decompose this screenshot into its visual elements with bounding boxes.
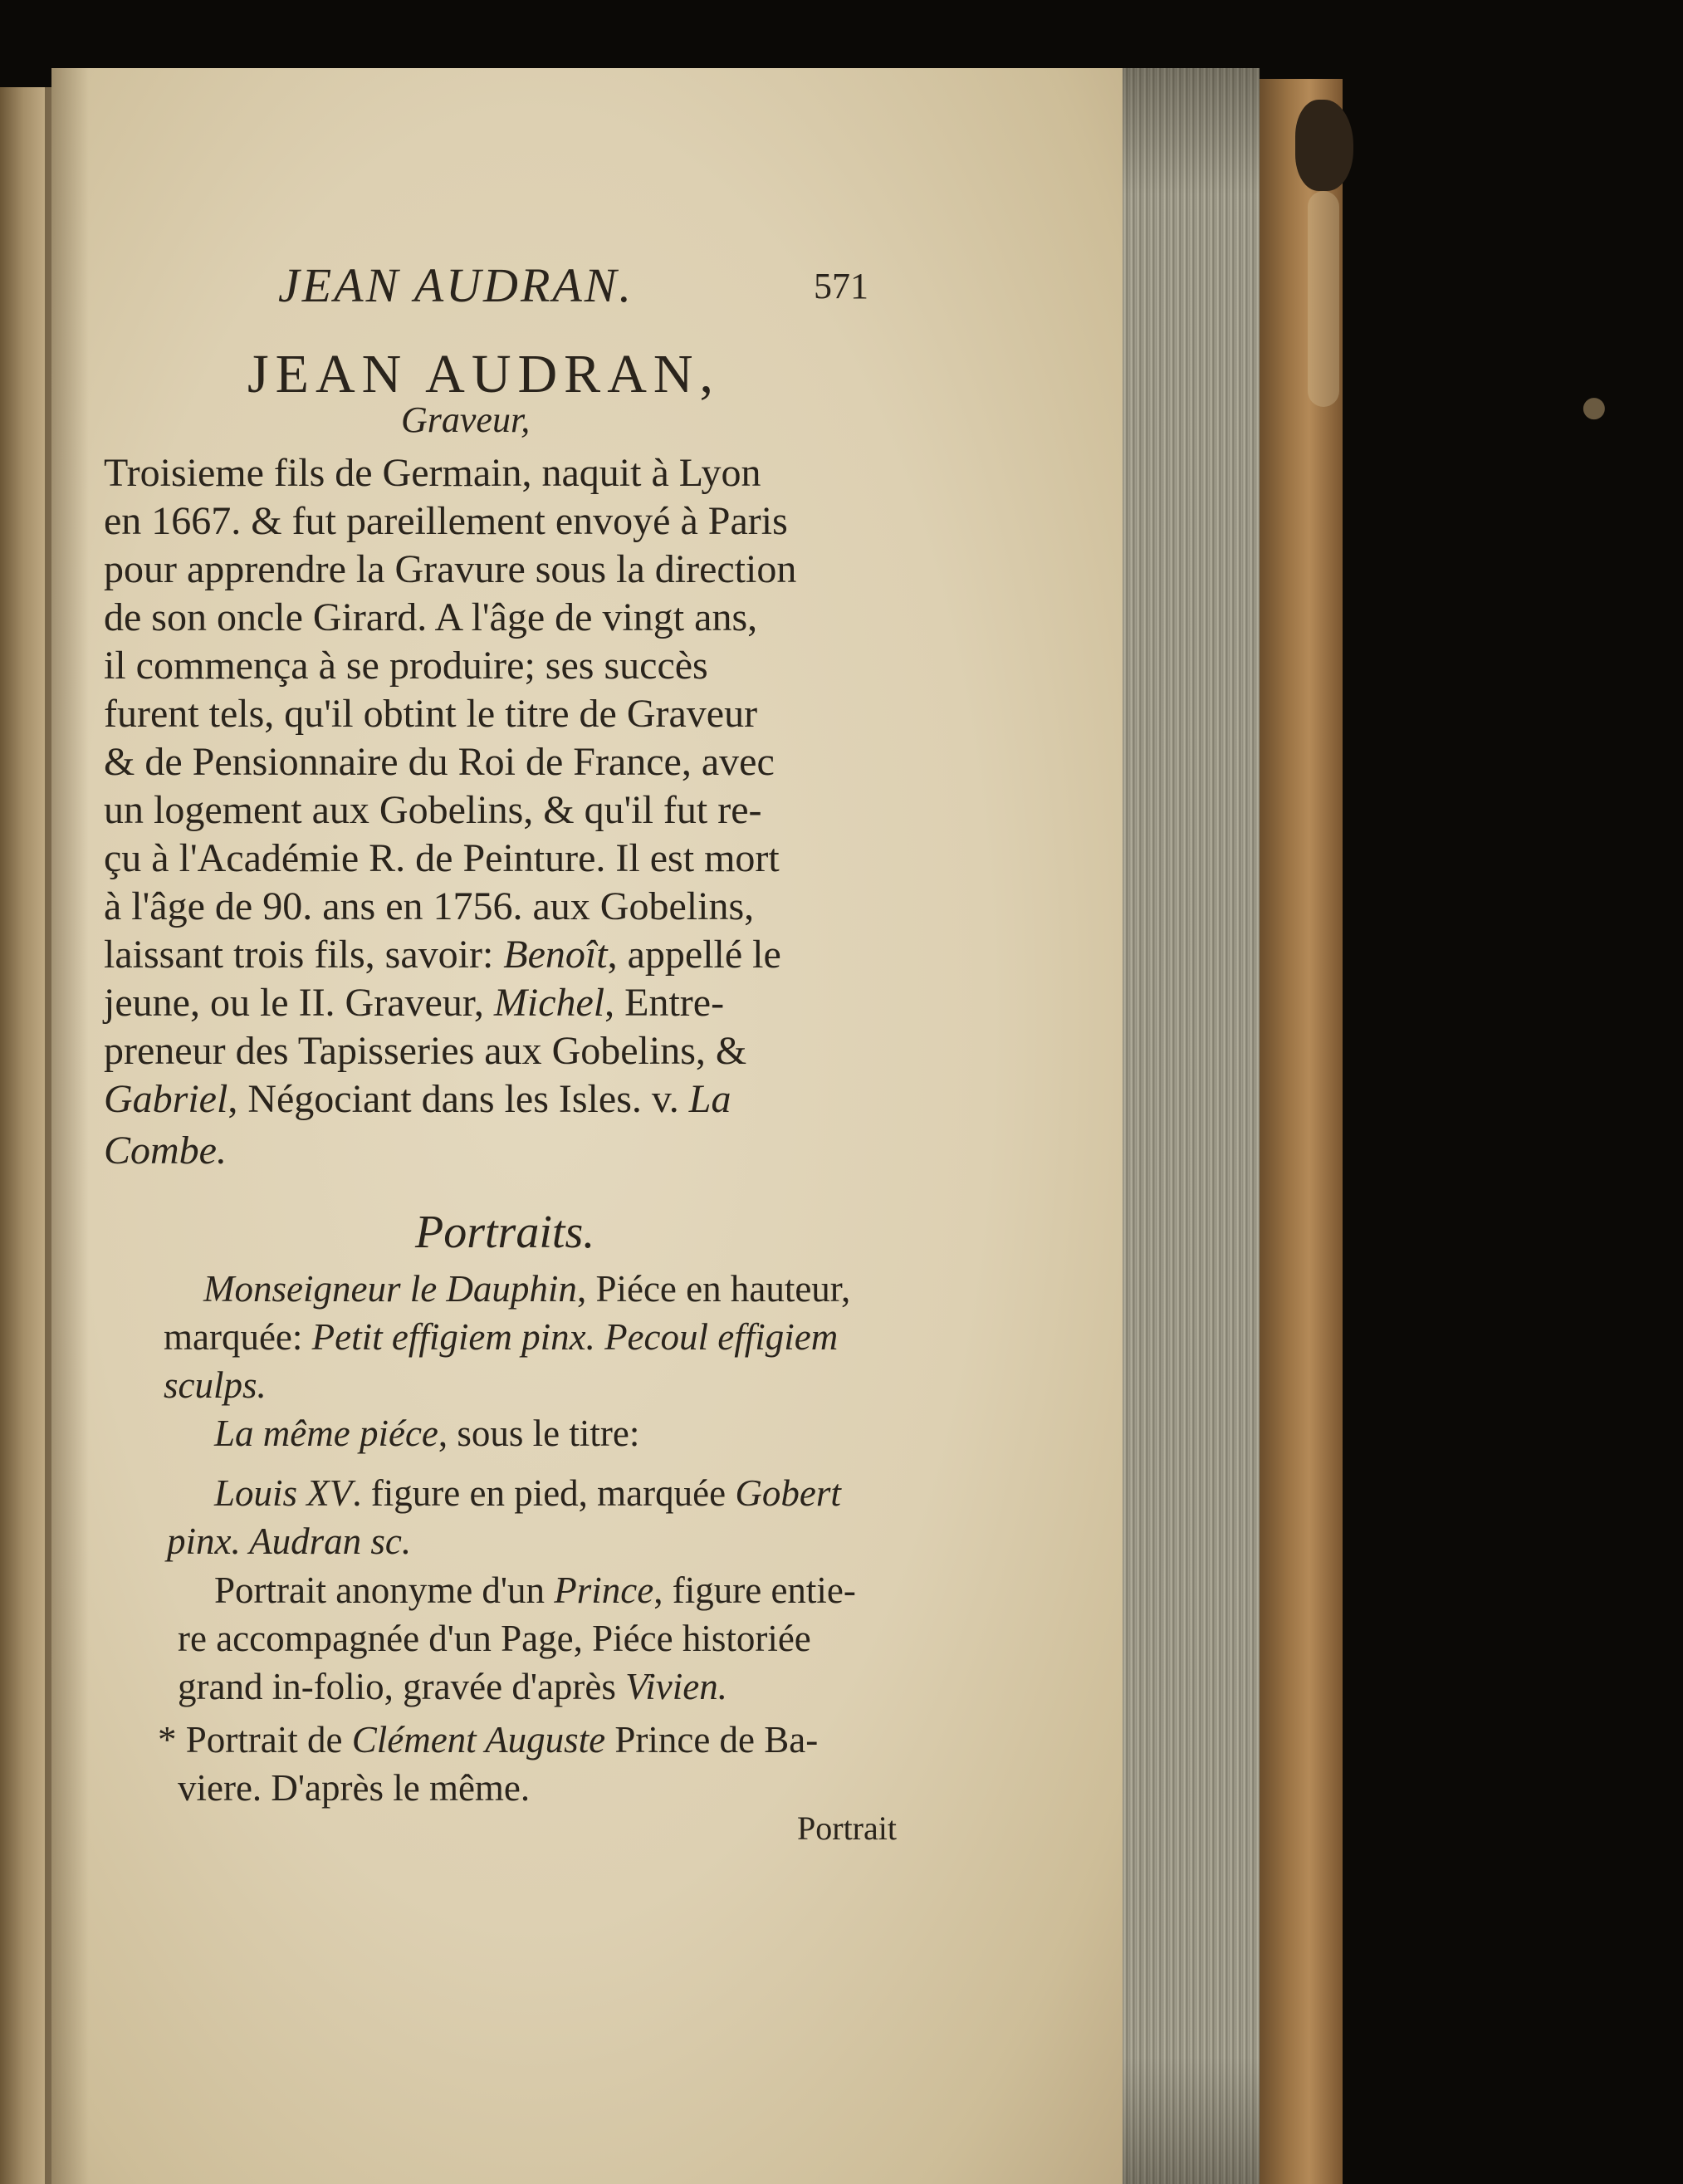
- page-block-edges: [1123, 68, 1260, 2184]
- portrait-entry-line: sculps.: [164, 1364, 267, 1406]
- portrait-entry-line: re accompagnée d'un Page, Piéce historiée: [178, 1618, 811, 1659]
- catchword: Portrait: [797, 1809, 897, 1847]
- facing-page-edge: [0, 87, 51, 2184]
- body-line: çu à l'Académie R. de Peinture. Il est mort: [104, 836, 780, 880]
- stray-dot-mark: ●: [1582, 390, 1607, 424]
- portrait-entry-line: pinx. Audran sc.: [167, 1520, 412, 1562]
- article-subheading: Graveur,: [401, 399, 531, 440]
- portrait-entry-line: La même piéce, sous le titre:: [214, 1413, 640, 1454]
- portrait-entry-line: Portrait anonyme d'un Prince, figure entie-: [214, 1569, 856, 1611]
- section-title: Portraits.: [415, 1207, 595, 1258]
- portrait-entry-line: marquée: Petit effigiem pinx. Pecoul effigiem: [164, 1316, 839, 1358]
- body-line: pour apprendre la Gravure sous la direction: [104, 547, 797, 591]
- page-number: 571: [814, 266, 868, 306]
- body-line: Troisieme fils de Germain, naquit à Lyon: [104, 451, 761, 495]
- article-heading: JEAN AUDRAN,: [247, 344, 721, 404]
- cover-highlight: [1308, 191, 1339, 407]
- running-head: JEAN AUDRAN.: [278, 258, 634, 312]
- body-line: il commença à se produire; ses succès: [104, 644, 708, 688]
- portrait-entry-line: Monseigneur le Dauphin, Piéce en hauteur,: [203, 1268, 851, 1310]
- body-line: à l'âge de 90. ans en 1756. aux Gobelins,: [104, 884, 755, 928]
- body-line: Gabriel, Négociant dans les Isles. v. La: [104, 1077, 731, 1121]
- body-line: de son oncle Girard. A l'âge de vingt ans,: [104, 595, 758, 639]
- body-line: un logement aux Gobelins, & qu'il fut re-: [104, 788, 762, 832]
- body-line: preneur des Tapisseries aux Gobelins, &: [104, 1029, 747, 1073]
- body-line: furent tels, qu'il obtint le titre de Graveur: [104, 692, 758, 736]
- portrait-entry-line: grand in-folio, gravée d'après Vivien.: [178, 1666, 728, 1707]
- portrait-entry-line: * Portrait de Clément Auguste Prince de Ba-: [158, 1719, 819, 1760]
- portrait-entry-line: viere. D'après le même.: [178, 1767, 531, 1809]
- body-line: en 1667. & fut pareillement envoyé à Paris: [104, 499, 788, 543]
- cover-damage-mark: [1295, 100, 1353, 191]
- body-line: jeune, ou le II. Graveur, Michel, Entre-: [104, 981, 725, 1025]
- body-line: & de Pensionnaire du Roi de France, avec: [104, 740, 775, 784]
- body-line: laissant trois fils, savoir: Benoît, appellé le: [104, 933, 781, 977]
- portrait-entry-line: Louis XV. figure en pied, marquée Gobert: [214, 1472, 841, 1514]
- body-line: Combe.: [104, 1129, 227, 1173]
